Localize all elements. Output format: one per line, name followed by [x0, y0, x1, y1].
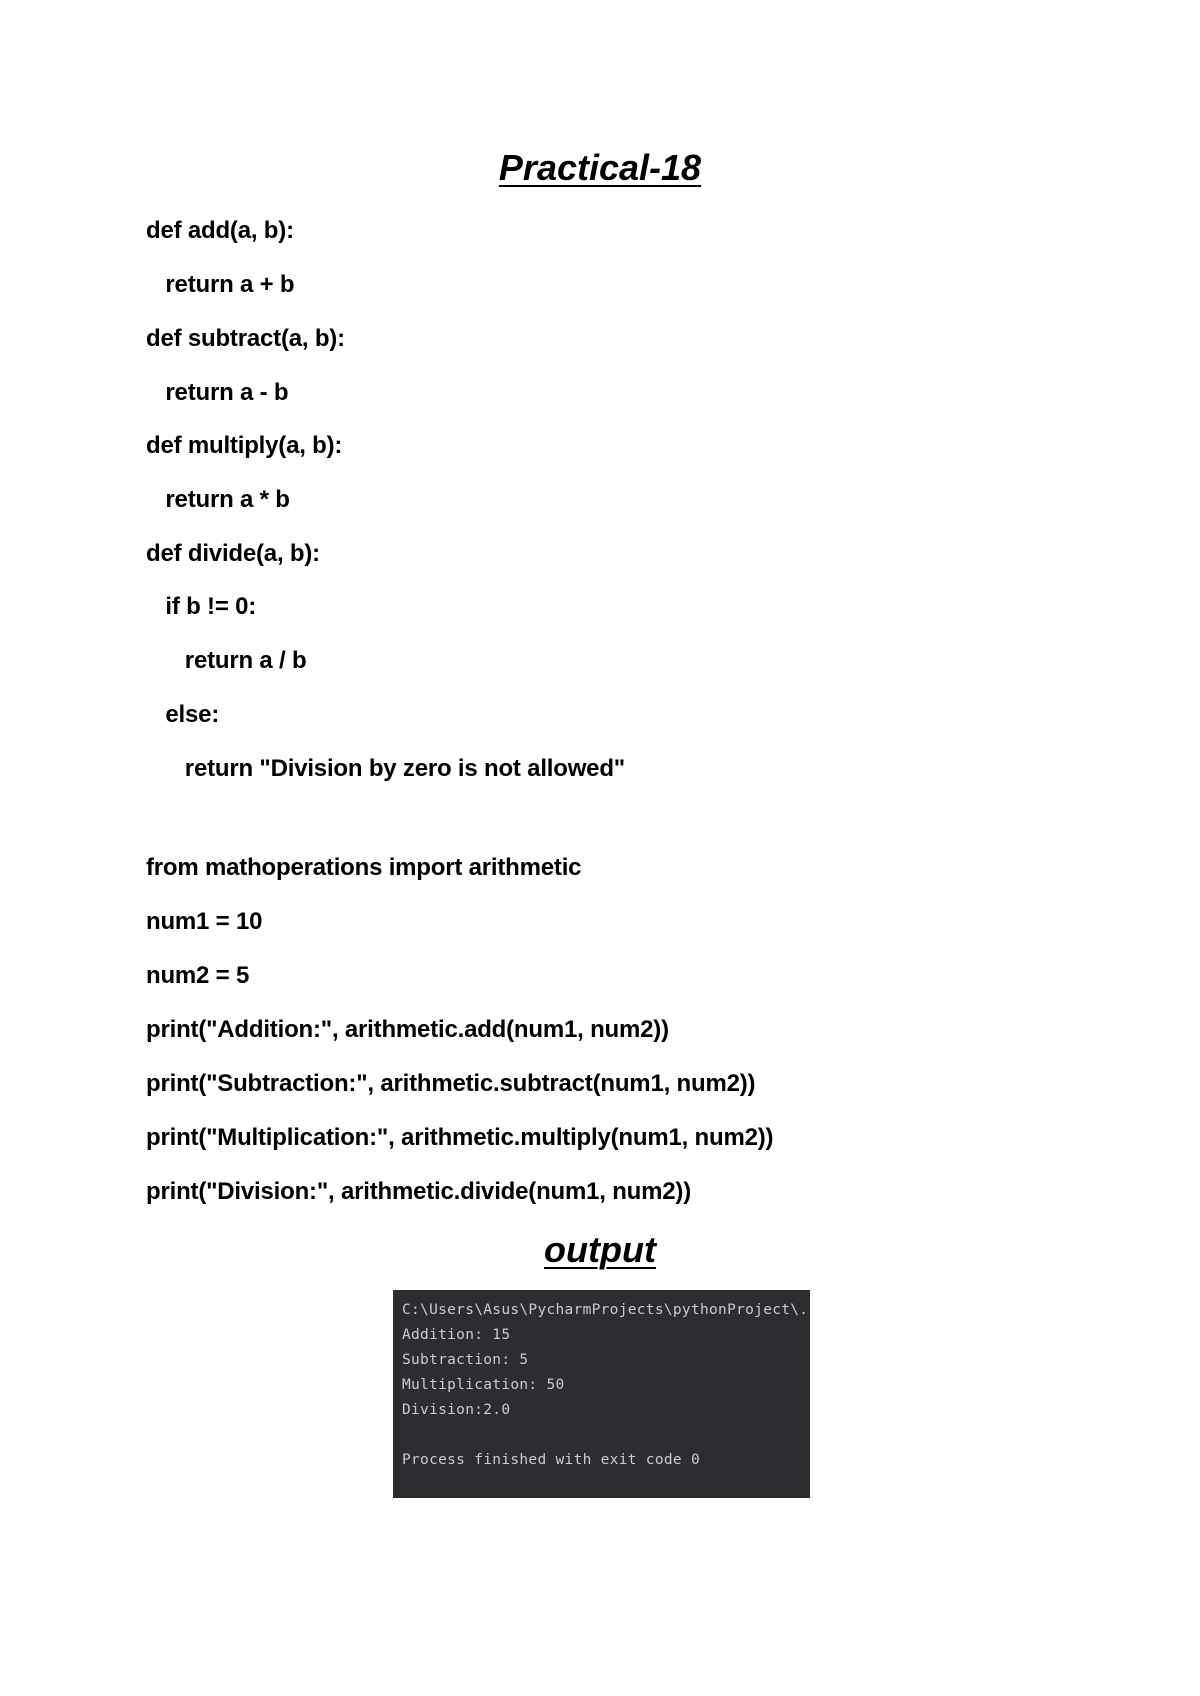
code-line: return a + b [146, 271, 295, 298]
code-line: return a * b [146, 486, 290, 513]
terminal-output-screenshot [393, 1290, 810, 1498]
code-line: return "Division by zero is not allowed" [146, 755, 625, 782]
code-line: def multiply(a, b): [146, 432, 343, 459]
code-line: num1 = 10 [146, 908, 263, 935]
output-heading: output [544, 1229, 656, 1270]
terminal-line: Division:2.0 [402, 1402, 511, 1418]
code-line: def divide(a, b): [146, 540, 320, 567]
terminal-line: Multiplication: 50 [402, 1377, 565, 1393]
code-line: def add(a, b): [146, 217, 294, 244]
code-line: print("Multiplication:", arithmetic.multiply(num1, num2)) [146, 1124, 774, 1151]
code-line: return a / b [146, 647, 307, 674]
code-line: return a - b [146, 379, 289, 406]
code-line: from mathoperations import arithmetic [146, 854, 582, 881]
code-line: if b != 0: [146, 593, 257, 620]
terminal-line: Addition: 15 [402, 1327, 511, 1343]
code-line: print("Addition:", arithmetic.add(num1, num2)) [146, 1016, 669, 1043]
page-title: Practical-18 [498, 147, 702, 188]
code-line: def subtract(a, b): [146, 325, 345, 352]
terminal-line: Subtraction: 5 [402, 1352, 529, 1368]
code-line: else: [146, 701, 220, 728]
code-line: num2 = 5 [146, 962, 250, 989]
terminal-line: Process finished with exit code 0 [402, 1452, 700, 1468]
code-line: print("Division:", arithmetic.divide(num1, num2)) [146, 1178, 692, 1205]
code-line: print("Subtraction:", arithmetic.subtract(num1, num2)) [146, 1070, 756, 1097]
terminal-line: C:\Users\Asus\PycharmProjects\pythonProject\. [402, 1302, 809, 1318]
